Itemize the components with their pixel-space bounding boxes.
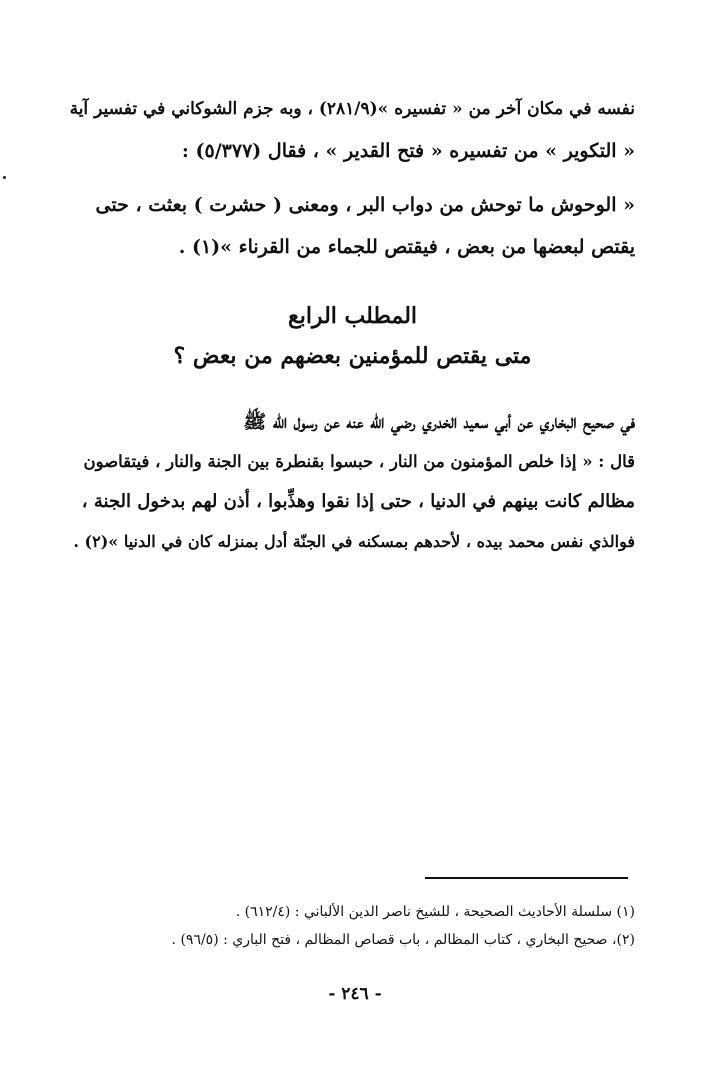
text-line: في صحيح البخاري عن أبي سعيد الخدري رضي الله عنه عن رسول الله ﷺ bbox=[243, 411, 635, 433]
section-heading bbox=[70, 296, 635, 376]
text-line: « التكوير » من تفسيره « فتح القدير » ، فقال (٥/٣٧٧) : bbox=[181, 140, 635, 162]
paragraph-intro bbox=[70, 88, 635, 172]
text-line: يقتص لبعضها من بعض ، فيقتص للجماء من القرناء »(١) . bbox=[178, 236, 635, 258]
section-title: المطلب الرابع bbox=[287, 303, 418, 329]
scan-speck bbox=[3, 176, 6, 179]
text-line: نفسه في مكان آخر من « تفسيره »(٢٨١/٩) ، وبه جزم الشوكاني في تفسير آية bbox=[70, 99, 635, 119]
paragraph-hadith bbox=[70, 402, 635, 562]
text-line: قال : « إذا خلص المؤمنون من النار ، حبسوا بقنطرة بين الجنة والنار ، فيتقاصون bbox=[83, 452, 635, 471]
text-line: فوالذي نفس محمد بيده ، لأحدهم بمسكنه في الجنّة أدل بمنزله كان في الدنيا »(٢) . bbox=[73, 532, 635, 551]
text-line: مظالم كانت بينهم في الدنيا ، حتى إذا نقوا وهذِّبوا ، أذن لهم بدخول الجنة ، bbox=[81, 491, 635, 512]
page-number: - ٢٤٦ - bbox=[328, 984, 382, 1004]
section-subtitle: متى يقتص للمؤمنين بعضهم من بعض ؟ bbox=[173, 343, 532, 369]
text-line: « الوحوش ما توحش من دواب البر ، ومعنى ( حشرت ) بعثت ، حتى bbox=[95, 194, 635, 216]
footnote-separator bbox=[425, 877, 628, 879]
paragraph-quote bbox=[70, 184, 635, 268]
footnote-2: (٢)، صحيح البخاري ، كتاب المظالم ، باب قصاص المظالم ، فتح الباري : (٩٦/٥) . bbox=[171, 932, 635, 948]
footnotes bbox=[100, 898, 635, 954]
footnote-1: (١) سلسلة الأحاديث الصحيحة ، للشيخ ناصر الدين الألباني : (٦١٢/٤) . bbox=[235, 904, 635, 920]
